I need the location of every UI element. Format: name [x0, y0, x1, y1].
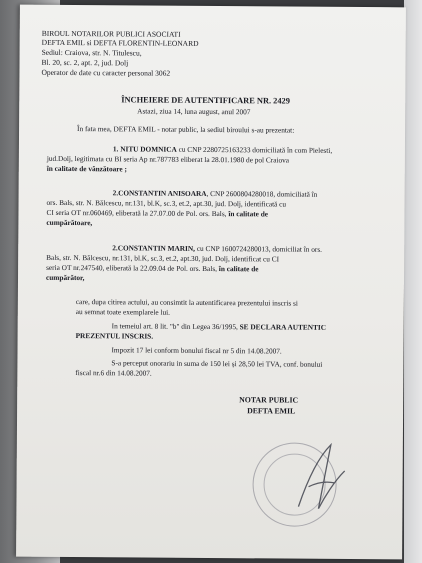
legal-basis-line2: PREZENTUL INSCRIS.	[75, 331, 154, 341]
party2-line3: CI seria OT nr.060469, eliberată la 27.07.00 de Pol. ors. Bals, în calitate de	[46, 207, 269, 219]
tax-line: Impozit 17 lei conform bonului fiscal nr 5 din 14.08.2007.	[111, 345, 282, 356]
party1-capacity: în calitate de vânzătoare ;	[46, 163, 127, 174]
document-date: Astazi, ziua 14, luna august, anul 2007	[137, 106, 251, 117]
document-title: ÎNCHEIERE DE AUTENTIFICARE NR. 2429	[121, 95, 290, 106]
handwritten-signature	[278, 436, 359, 517]
legal-basis-line1: In temeiul art. 8 lit. "b" din Legea 36/1995, SE DECLARA AUTENTIC	[111, 321, 327, 332]
party3-name: 2.CONSTANTIN MARIN,	[112, 243, 196, 253]
consent-line2: au semnat toate exemplarele lui.	[75, 307, 171, 317]
party2-line1: 2.CONSTANTIN ANISOARA, CNP 2600804280018, domiciliată în	[112, 188, 318, 199]
signature-role: NOTAR PUBLIC	[239, 395, 299, 405]
signature-name: DEFTA EMIL	[247, 406, 296, 416]
header-address: Sediul: Craiova, str. N. Titulescu,	[41, 47, 142, 58]
party2-name: 2.CONSTANTIN ANISOARA	[112, 188, 207, 198]
party3-line1: 2.CONSTANTIN MARIN, cu CNP 1600724280013, domiciliat în ors.	[112, 243, 323, 254]
intro-text: În fata mea, DEFTA EMIL - notar public, la sediul biroului s-au prezentat:	[77, 124, 295, 135]
fee-line2: fiscal nr.6 din 14.08.2007.	[75, 368, 152, 378]
header-building: Bl. 20, sc. 2, apt. 2, jud. Dolj	[41, 57, 129, 68]
header-operator: Operator de date cu caracter personal 3062	[41, 67, 171, 78]
background-sheet-right	[404, 0, 422, 563]
party3-capacity: cumpărător,	[45, 272, 85, 283]
party3-line2: Bals, str. N. Bălcescu, nr.131, bl.K, sc.3, et.2, apt.30, jud. Dolj, identificat cu CI	[46, 252, 280, 264]
party3-line3: seria OT nr.247540, eliberată la 22.09.04 de Pol. ors. Bals, în calitate de	[46, 262, 259, 274]
party1-name: 1. NITU DOMNICA	[112, 144, 177, 154]
fee-line1: S-a perceput onorariu in suma de 150 lei și 28,50 lei TVA, conf. bonului	[111, 358, 323, 369]
header-notaries: DEFTA EMIL si DEFTA FLORENTIN-LEONARD	[41, 37, 199, 48]
consent-line1: care, dupa citirea actului, au consimtit la autentificarea prezentului inscris si	[75, 297, 298, 308]
party1-line1: 1. NITU DOMNICA cu CNP 2280725163233 domiciliată în com Pielesti,	[112, 144, 333, 155]
party2-capacity: cumpărătoare,	[46, 217, 93, 228]
document-page	[16, 5, 406, 560]
header-office: BIROUL NOTARILOR PUBLICI ASOCIATI	[41, 28, 181, 39]
party2-line2: ors. Bals, str. N. Bălcescu, nr.131, bl.K, sc.3, et.2, apt.30, jud. Dolj, identificată cu	[46, 197, 287, 209]
party1-line2: jud.Dolj, legitimata cu BI seria Ap nr.787783 eliberat la 28.01.1980 de pol Craiova	[46, 153, 290, 165]
